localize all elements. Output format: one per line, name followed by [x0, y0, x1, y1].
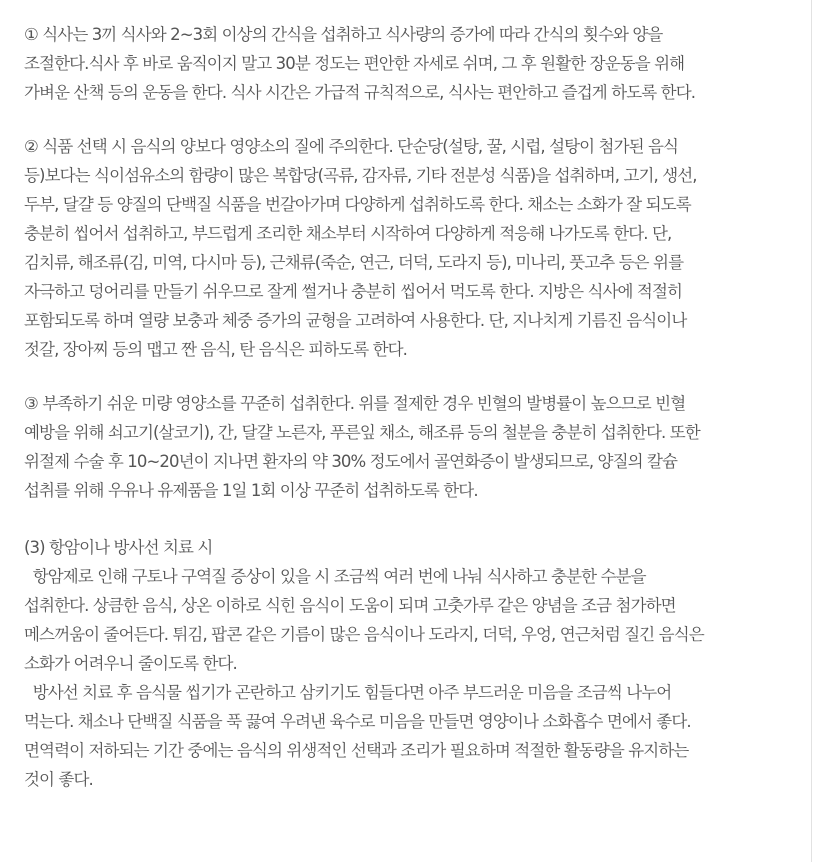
text-line: 김치류, 해조류(김, 미역, 다시마 등), 근채류(죽순, 연근, 더덕, 도라지 등), 미나리, 풋고추 등은 위를 [24, 253, 684, 272]
text-line: 가벼운 산책 등의 운동을 한다. 식사 시간은 가급적 규칙적으로, 식사는 편안하고 즐겁게 하도록 한다. [24, 83, 696, 102]
paragraph-gap [24, 107, 808, 132]
text-line: ① 식사는 3끼 식사와 2~3회 이상의 간식을 섭취하고 식사량의 증가에 따라 간식의 횟수와 양을 [24, 25, 663, 44]
text-line: 충분히 씹어서 섭취하고, 부드럽게 조리한 채소부터 시작하여 다양하게 적응해 나가도록 한다. 단, [24, 224, 672, 243]
section-chemo-radiation [24, 533, 808, 794]
text-line: 먹는다. 채소나 단백질 식품을 푹 끓여 우려낸 육수로 미음을 만들면 영양이나 소화흡수 면에서 좋다. [24, 712, 691, 731]
text-line: ② 식품 선택 시 음식의 양보다 영양소의 질에 주의한다. 단순당(설탕, 꿀, 시럽, 설탕이 첨가된 음식 [24, 137, 679, 156]
text-line: 섭취를 위해 우유나 유제품을 1일 1회 이상 꾸준히 섭취하도록 한다. [24, 481, 478, 500]
page-right-border [811, 0, 812, 862]
paragraph-gap [24, 364, 808, 389]
section-food-selection [24, 132, 808, 364]
text-line: 등)보다는 식이섬유소의 함량이 많은 복합당(곡류, 감자류, 기타 전분성 식품)을 섭취하며, 고기, 생선, [24, 166, 697, 185]
text-line: 두부, 달걀 등 양질의 단백질 식품을 번갈아가며 다양하게 섭취하도록 한다. 채소는 소화가 잘 되도록 [24, 195, 691, 214]
text-line: 위절제 수술 후 10~20년이 지나면 환자의 약 30% 정도에서 골연화증이 발생되므로, 양질의 칼슘 [24, 452, 678, 471]
text-line: ③ 부족하기 쉬운 미량 영양소를 꾸준히 섭취한다. 위를 절제한 경우 빈혈의 발병률이 높으므로 빈혈 [24, 394, 686, 413]
text-line: 자극하고 덩어리를 만들기 쉬우므로 잘게 썰거나 충분히 씹어서 먹도록 한다. 지방은 식사에 적절히 [24, 282, 683, 301]
section-meal-frequency [24, 20, 808, 107]
text-line: 면역력이 저하되는 기간 중에는 음식의 위생적인 선택과 조리가 필요하며 적절한 활동량을 유지하는 [24, 741, 689, 760]
text-line: 메스꺼움이 줄어든다. 튀김, 팝콘 같은 기름이 많은 음식이나 도라지, 더덕, 우엉, 연근처럼 질긴 음식은 [24, 625, 704, 644]
text-line: 예방을 위해 쇠고기(살코기), 간, 달걀 노른자, 푸른잎 채소, 해조류 등의 철분을 충분히 섭취한다. 또한 [24, 423, 700, 442]
paragraph-gap [24, 505, 808, 533]
text-line: 소화가 어려우니 줄이도록 한다. [24, 654, 237, 673]
text-line: 젓갈, 장아찌 등의 맵고 짠 음식, 탄 음식은 피하도록 한다. [24, 340, 407, 359]
text-line: 항암제로 인해 구토나 구역질 증상이 있을 시 조금씩 여러 번에 나눠 식사하고 충분한 수분을 [24, 567, 646, 586]
text-line: 방사선 치료 후 음식물 씹기가 곤란하고 삼키기도 힘들다면 아주 부드러운 미음을 조금씩 나누어 [24, 683, 672, 702]
text-line: 조절한다.식사 후 바로 움직이지 말고 30분 정도는 편안한 자세로 쉬며, 그 후 원활한 장운동을 위해 [24, 54, 685, 73]
section-micronutrients [24, 389, 808, 505]
document-body [24, 20, 808, 794]
section-heading: (3) 항암이나 방사선 치료 시 [24, 538, 213, 557]
text-line: 것이 좋다. [24, 770, 93, 789]
text-line: 포함되도록 하며 열량 보충과 체중 증가의 균형을 고려하여 사용한다. 단, 지나치게 기름진 음식이나 [24, 311, 687, 330]
text-line: 섭취한다. 상큼한 음식, 상온 이하로 식힌 음식이 도움이 되며 고춧가루 같은 양념을 조금 첨가하면 [24, 596, 676, 615]
